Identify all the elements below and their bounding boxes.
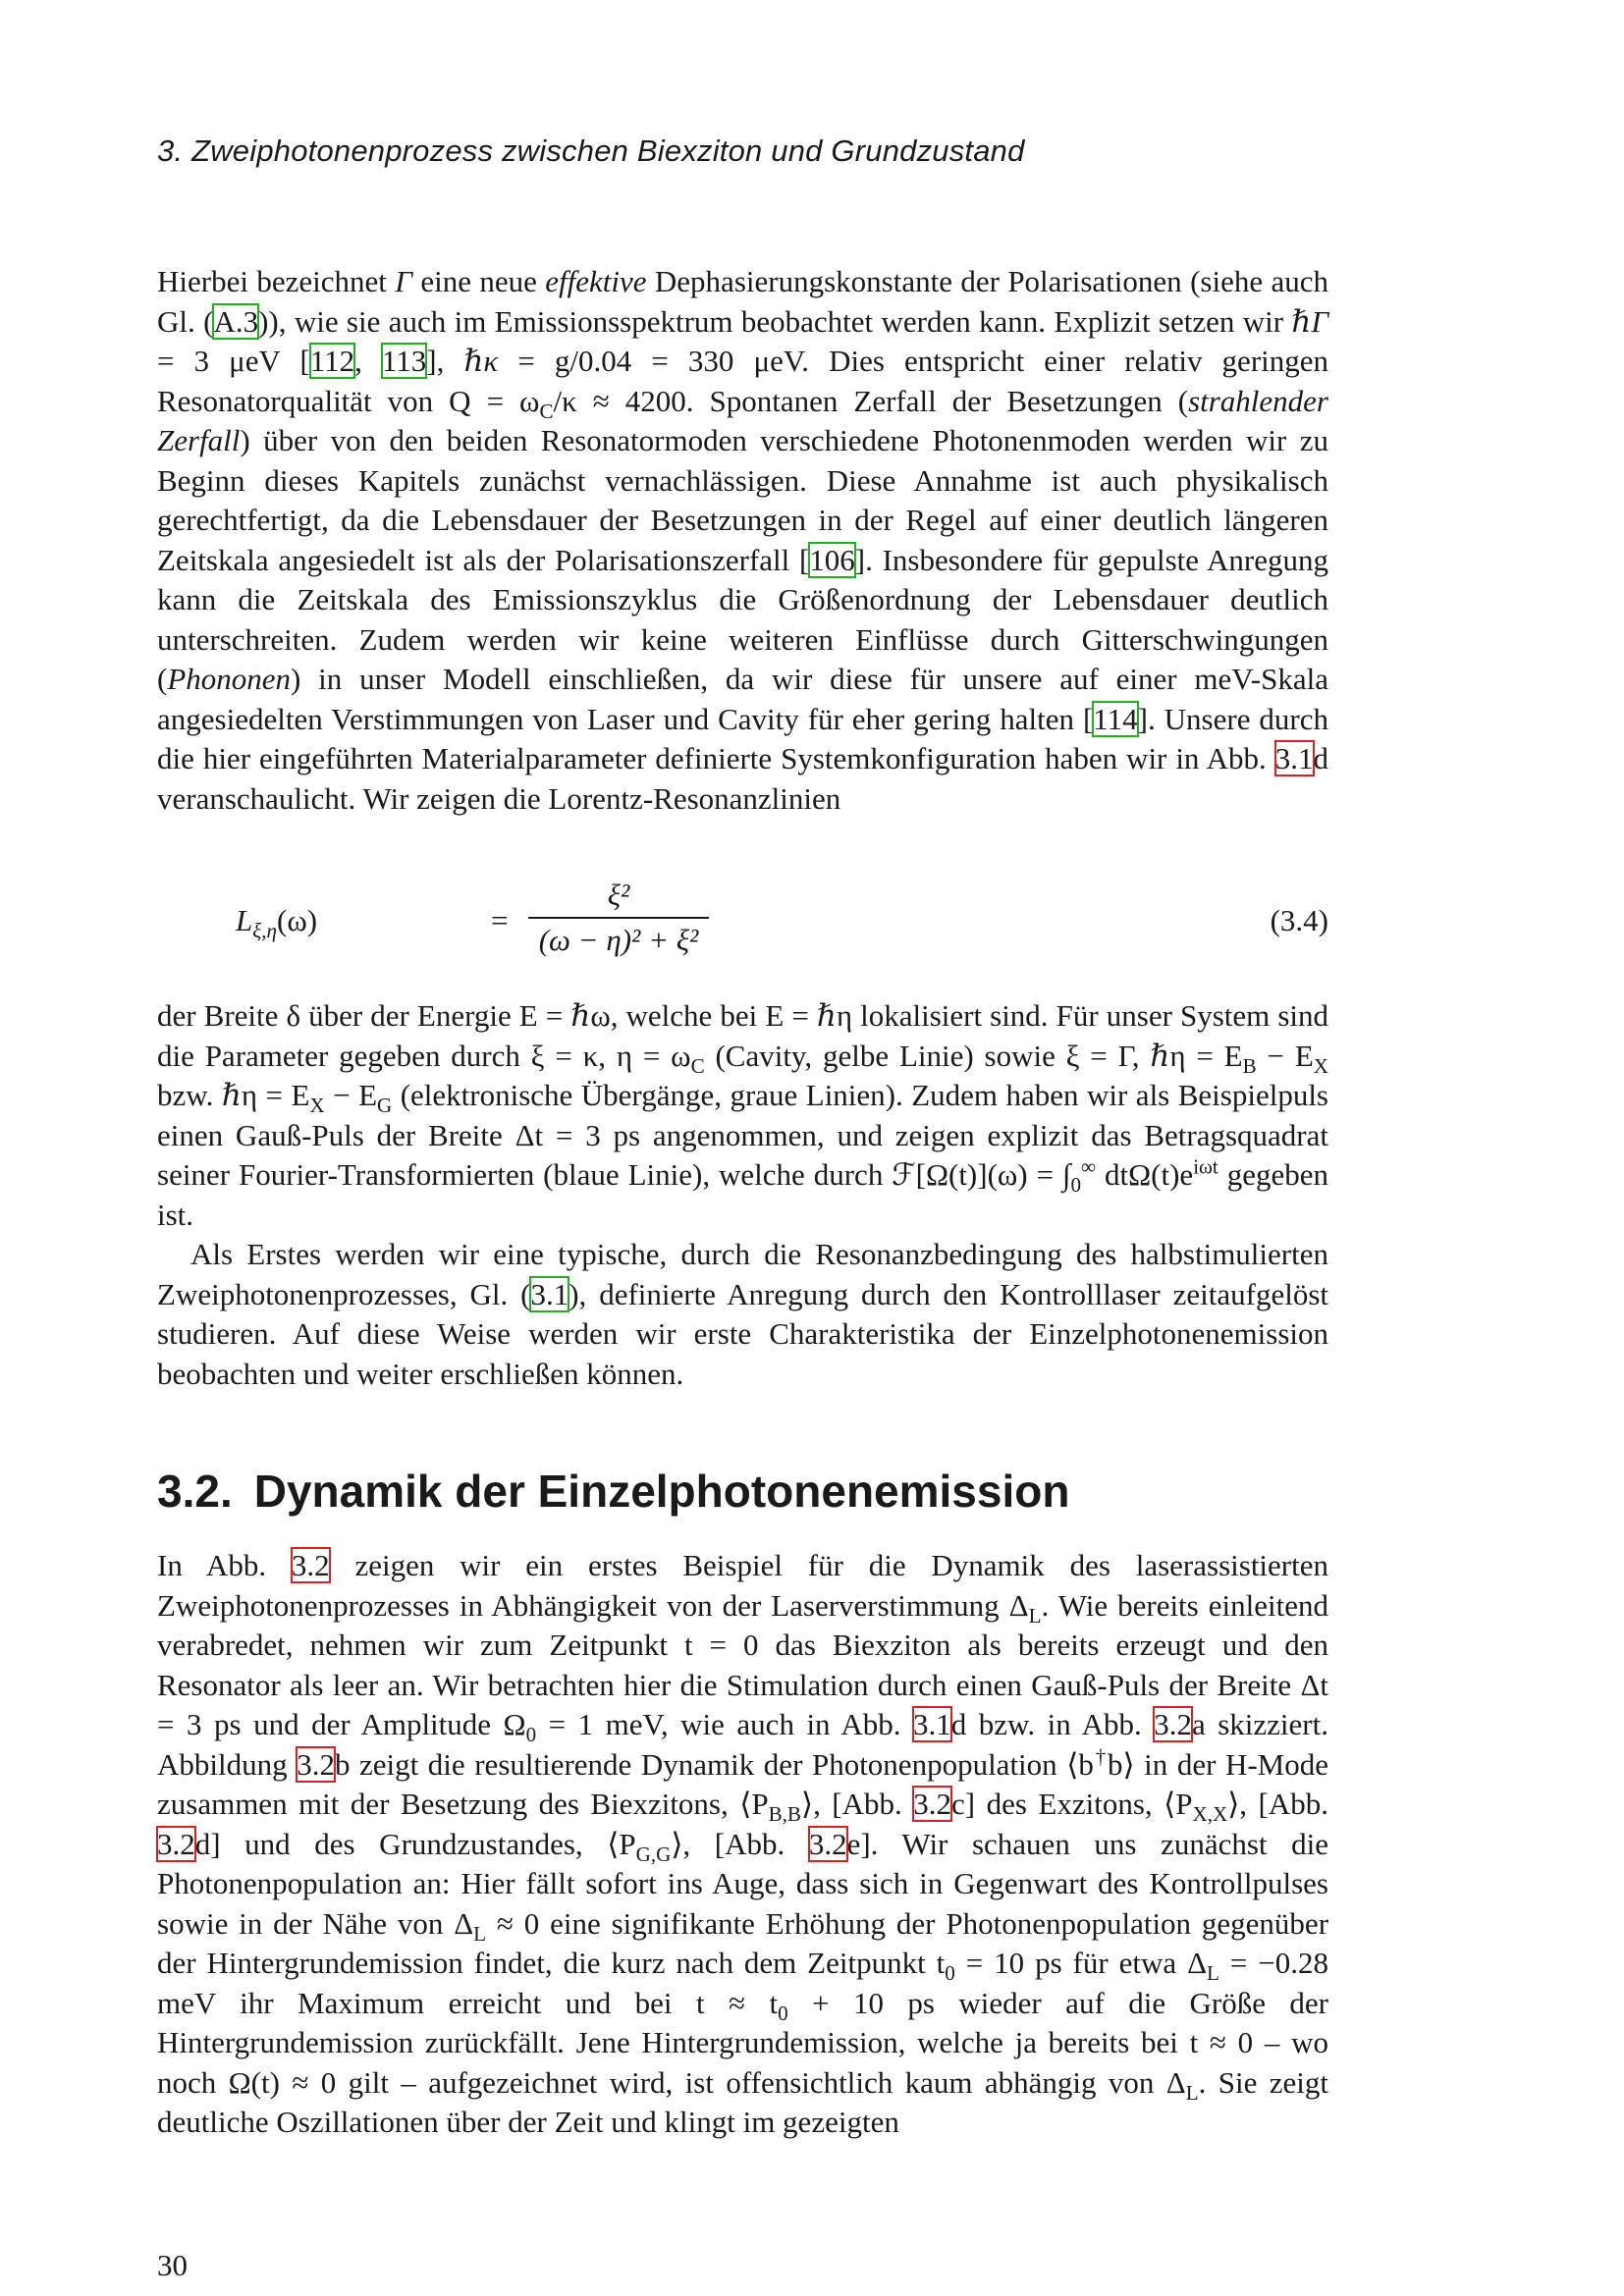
paragraph-2: der Breite δ über der Energie E = ℏω, welche bei E = ℏη lokalisiert sind. Für unser System sind die Parameter gegeben durch ξ = κ, $\eta = \omega_C$ (Cavity, gelbe Linie) sowie ξ = Γ, ℏη = $E_B - E_X$ bzw. ℏη = $E_X - E_G$ (elektronische Übergänge, graue Linien). Zudem haben wir als Beispielpuls einen Gauß-Puls der Breite Δt = 3 ps angenommen, und zeigen explizit das Betragsquadrat seiner Fourier-Transformierten (blaue Linie), welche durch ℱ[Ω(t)](ω) = $\int_0^\infty$ $dt\Omega(t)e^{i\omega t}$ gegeben ist. Als Erstes werden wir eine typische, durch die Resonanzbedingung des halbstimulierten Zweiphotonenprozesses, Gl. (3.1), definierte Anregung durch den Kontrolllaser zeitaufgelöst studieren. Auf diese Weise werden wir erste Charakteristika der Einzelphotonenemission beobachten und weiter erschließen können. <box>157 996 1328 1394</box>
equation-numerator: ξ² <box>607 878 630 912</box>
paragraph-1: Hierbei bezeichnet Γ eine neue effektive Dephasierungskonstante der Polarisationen (siehe auch Gl. (A.3)), wie sie auch im Emissionsspektrum beobachtet werden kann. Explizit setzen wir ℏΓ = 3 μeV [112, 113], ℏκ = g/0.04 = 330 μeV. Dies entspricht einer relativ geringen Resonatorqualität von $Q = \omega_C/\kappa \approx 4200$. Spontanen Zerfall der Besetzungen (strahlender Zerfall) über von den beiden Resonatormoden verschiedene Photonenmoden werden wir zu Beginn dieses Kapitels zunächst vernachlässigen. Diese Annahme ist auch physikalisch gerechtfertigt, da die Lebensdauer der Besetzungen in der Regel auf einer deutlich längeren Zeitskala angesiedelt ist als der Polarisationszerfall [106]. Insbesondere für gepulste Anregung kann die Zeitskala des Emissionszyklus die Größenordnung der Lebensdauer deutlich unterschreiten. Zudem werden wir keine weiteren Einflüsse durch Gitterschwingungen (Phononen) in unser Modell einschließen, da wir diese für unsere auf einer meV-Skala angesiedelten Verstimmungen von Laser und Cavity für eher gering halten [114]. Unsere durch die hier eingeführten Materialparameter definierte Systemkonfiguration haben wir in Abb. 3.1d veranschaulicht. Wir zeigen die Lorentz-Resonanzlinien <box>157 264 1329 816</box>
citation-114[interactable]: 114 <box>1093 701 1138 736</box>
section-number: 3.2. <box>157 1466 233 1517</box>
citation-113[interactable]: 113 <box>381 344 427 378</box>
ref-fig-3-2c[interactable]: 3.2 <box>913 1787 952 1821</box>
ref-fig-3-2b[interactable]: 3.2 <box>297 1746 335 1782</box>
paragraph-4: In Abb. 3.2 zeigen wir ein erstes Beispiel für die Dynamik des laserassistierten Zweiphotonenprozesses in Abhängigkeit von der Laserverstimmung $\Delta_L$. Wie bereits einleitend verabredet, nehmen wir zum Zeitpunkt t = 0 das Biexziton als bereits erzeugt und den Resonator als leer an. Wir betrachten hier die Stimulation durch einen Gauß-Puls der Breite Δt = 3 ps und der Amplitude $\Omega_0 = 1$ meV, wie auch in Abb. 3.1d bzw. in Abb. 3.2a skizziert. Abbildung 3.2b zeigt die resultierende Dynamik der Photonenpopulation ⟨b†b⟩ in der H-Mode zusammen mit der Besetzung des Biexzitons, $⟨P_{B,B}⟩$, [Abb. 3.2c] des Exzitons, $⟨P_{X,X}⟩$, [Abb. 3.2d] und des Grundzustandes, $⟨P_{G,G}⟩$, [Abb. 3.2e]. Wir schauen uns zunächst die Photonenpopulation an: Hier fällt sofort ins Auge, dass sich in Gegenwart des Kontrollpulses sowie in der Nähe von $\Delta_L \approx 0$ eine signifikante Erhöhung der Photonenpopulation gegenüber der Hintergrundemission findet, die kurz nach dem Zeitpunkt $t_0 = 10$ ps für etwa $\Delta_L = -0.28$ meV ihr Maximum erreicht und bei $t \approx t_0 + 10$ ps wieder auf die Größe der Hintergrundemission zurückfällt. Jene Hintergrundemission, welche ja bereits bei t ≈ 0 – wo noch Ω(t) ≈ 0 gilt – aufgezeichnet wird, ist offensichtlich kaum abhängig von $\Delta_L$. Sie zeigt deutliche Oszillationen über der Zeit und klingt im gezeigten <box>157 1548 1329 2139</box>
ref-eq-3-1[interactable]: 3.1 <box>530 1276 569 1311</box>
ref-fig-3-1-b[interactable]: 3.1 <box>913 1707 951 1741</box>
emphasis-strahlender-zerfall: strahlender Zerfall <box>157 383 1328 457</box>
equation-number: (3.4) <box>1270 903 1328 937</box>
emphasis-phononen: Phononen <box>167 662 292 696</box>
equation-lhs: $L_{\xi,\eta}(\omega)$ <box>236 903 318 943</box>
citation-112[interactable]: 112 <box>309 344 355 378</box>
section-heading <box>157 1465 1069 1518</box>
equation-3-4 <box>157 874 1328 972</box>
page-number: 30 <box>157 2248 188 2282</box>
ref-fig-3-1[interactable]: 3.1 <box>1274 741 1314 775</box>
ref-fig-3-2e[interactable]: 3.2 <box>808 1826 847 1861</box>
ref-fig-3-2[interactable]: 3.2 <box>291 1548 330 1582</box>
equation-denominator: (ω − η)² + ξ² <box>538 923 699 957</box>
citation-106[interactable]: 106 <box>809 542 855 577</box>
ref-fig-3-2a[interactable]: 3.2 <box>1154 1707 1192 1741</box>
running-header: 3. Zweiphotonenprozess zwischen Biexziton und Grundzustand <box>157 133 1025 168</box>
ref-fig-3-2d[interactable]: 3.2 <box>157 1826 195 1861</box>
emphasis-effektive: effektive <box>545 264 647 298</box>
section-title: Dynamik der Einzelphotonenemission <box>253 1466 1070 1517</box>
ref-eq-a3[interactable]: A.3 <box>213 303 259 339</box>
paragraph-3: Als Erstes werden wir eine typische, durch die Resonanzbedingung des halbstimulierten Zweiphotonenprozesses, Gl. (3.1), definierte Anregung durch den Kontrolllaser zeitaufgelöst studieren. Auf diese Weise werden wir erste Charakteristika der Einzelphotonenemission beobachten und weiter erschließen können. <box>157 1237 1328 1391</box>
equation-equals: = <box>491 903 509 937</box>
equation-fraction <box>520 874 717 962</box>
